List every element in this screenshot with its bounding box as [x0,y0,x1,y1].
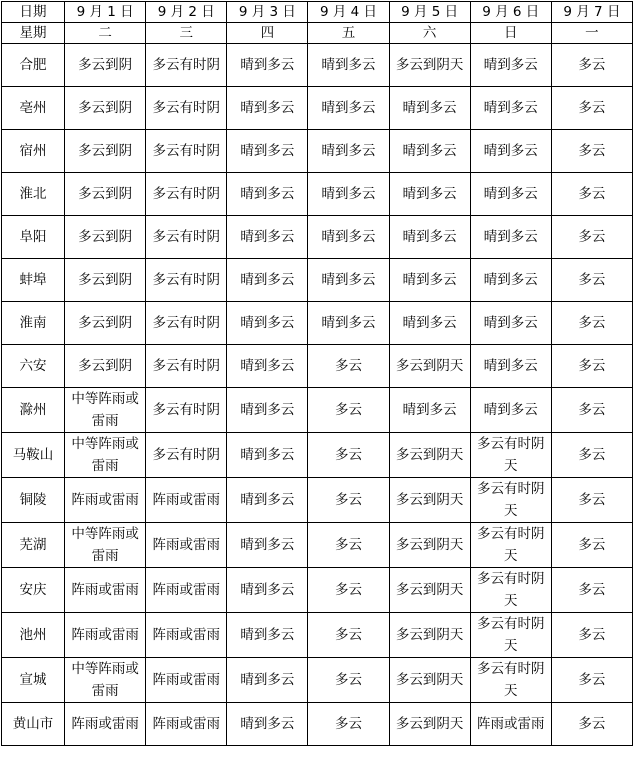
table-row [2,613,633,658]
forecast-cell: 多云 [308,433,389,478]
weekday-cell: 三 [146,23,227,44]
forecast-cell: 晴到多云 [227,658,308,703]
forecast-cell: 晴到多云 [227,613,308,658]
forecast-cell: 多云 [308,568,389,613]
weekday-cell: 日 [470,23,551,44]
forecast-cell: 晴到多云 [470,259,551,302]
forecast-cell: 晴到多云 [227,388,308,433]
date-cell: 9 月 1 日 [65,2,146,23]
city-name: 合肥 [2,44,65,87]
forecast-cell: 晴到多云 [227,478,308,523]
table-row [2,302,633,345]
forecast-cell: 晴到多云 [389,130,470,173]
forecast-cell: 多云 [551,478,632,523]
forecast-cell: 多云到阴 [65,130,146,173]
forecast-cell: 阵雨或雷雨 [65,478,146,523]
forecast-cell: 晴到多云 [227,87,308,130]
table-row [2,259,633,302]
forecast-cell: 晴到多云 [470,130,551,173]
forecast-cell: 多云到阴天 [389,613,470,658]
forecast-cell: 多云有时阴天 [470,523,551,568]
forecast-cell: 多云有时阴 [146,130,227,173]
weekday-cell: 六 [389,23,470,44]
weekday-cell: 五 [308,23,389,44]
forecast-cell: 阵雨或雷雨 [146,568,227,613]
forecast-cell: 晴到多云 [308,259,389,302]
forecast-cell: 多云 [308,478,389,523]
forecast-cell: 晴到多云 [227,703,308,746]
city-name: 铜陵 [2,478,65,523]
forecast-cell: 多云到阴天 [389,568,470,613]
city-name: 芜湖 [2,523,65,568]
forecast-cell: 多云 [551,173,632,216]
forecast-cell: 阵雨或雷雨 [65,703,146,746]
date-header-row [2,2,633,23]
table-row [2,173,633,216]
forecast-cell: 晴到多云 [227,216,308,259]
forecast-cell: 晴到多云 [308,87,389,130]
table-row [2,703,633,746]
forecast-cell: 多云 [551,703,632,746]
forecast-cell: 多云 [308,523,389,568]
forecast-cell: 晴到多云 [470,216,551,259]
forecast-cell: 多云 [551,44,632,87]
city-name: 蚌埠 [2,259,65,302]
forecast-cell: 多云 [551,658,632,703]
table-row [2,433,633,478]
forecast-cell: 晴到多云 [227,44,308,87]
forecast-cell: 多云到阴 [65,259,146,302]
date-cell: 9 月 3 日 [227,2,308,23]
forecast-cell: 多云 [551,87,632,130]
forecast-cell: 多云有时阴天 [470,568,551,613]
forecast-cell: 多云 [551,433,632,478]
forecast-cell: 多云 [551,216,632,259]
forecast-cell: 多云 [551,302,632,345]
city-name: 池州 [2,613,65,658]
forecast-cell: 多云 [551,613,632,658]
forecast-cell: 多云有时阴天 [470,613,551,658]
forecast-cell: 晴到多云 [227,259,308,302]
city-name: 宣城 [2,658,65,703]
forecast-cell: 多云有时阴 [146,259,227,302]
city-name: 黄山市 [2,703,65,746]
forecast-cell: 多云 [551,259,632,302]
forecast-cell: 多云到阴天 [389,478,470,523]
forecast-cell: 晴到多云 [308,173,389,216]
table-row [2,216,633,259]
date-cell: 9 月 2 日 [146,2,227,23]
forecast-cell: 多云有时阴天 [470,433,551,478]
forecast-cell: 多云 [551,345,632,388]
table-row [2,523,633,568]
date-cell: 9 月 6 日 [470,2,551,23]
city-name: 滁州 [2,388,65,433]
forecast-cell: 晴到多云 [470,388,551,433]
forecast-cell: 多云 [551,388,632,433]
weekday-cell: 四 [227,23,308,44]
forecast-cell: 多云到阴 [65,345,146,388]
forecast-cell: 多云 [551,568,632,613]
forecast-cell: 多云有时阴天 [470,478,551,523]
forecast-cell: 阵雨或雷雨 [146,658,227,703]
forecast-cell: 阵雨或雷雨 [65,568,146,613]
city-name: 阜阳 [2,216,65,259]
forecast-cell: 晴到多云 [227,433,308,478]
weekday-label: 星期 [2,23,65,44]
weather-forecast-table [1,1,633,746]
table-row [2,478,633,523]
forecast-cell: 多云有时阴 [146,302,227,345]
forecast-cell: 晴到多云 [227,345,308,388]
forecast-cell: 多云到阴 [65,87,146,130]
forecast-cell: 多云有时阴 [146,44,227,87]
forecast-cell: 多云 [308,345,389,388]
forecast-cell: 阵雨或雷雨 [146,523,227,568]
forecast-cell: 多云到阴天 [389,658,470,703]
forecast-cell: 晴到多云 [227,130,308,173]
city-name: 安庆 [2,568,65,613]
weekday-header-row [2,23,633,44]
forecast-cell: 晴到多云 [308,130,389,173]
forecast-cell: 晴到多云 [308,302,389,345]
city-name: 六安 [2,345,65,388]
forecast-cell: 晴到多云 [389,259,470,302]
forecast-cell: 中等阵雨或雷雨 [65,433,146,478]
forecast-cell: 多云有时阴 [146,216,227,259]
table-row [2,388,633,433]
forecast-cell: 阵雨或雷雨 [470,703,551,746]
forecast-cell: 多云到阴 [65,173,146,216]
weekday-cell: 二 [65,23,146,44]
weekday-cell: 一 [551,23,632,44]
table-row [2,130,633,173]
forecast-cell: 多云到阴天 [389,433,470,478]
forecast-cell: 晴到多云 [227,173,308,216]
date-cell: 9 月 5 日 [389,2,470,23]
city-name: 亳州 [2,87,65,130]
forecast-cell: 多云 [551,130,632,173]
forecast-cell: 晴到多云 [389,173,470,216]
forecast-cell: 多云 [308,613,389,658]
table-row [2,568,633,613]
forecast-cell: 晴到多云 [470,173,551,216]
forecast-cell: 中等阵雨或雷雨 [65,523,146,568]
table-row [2,87,633,130]
forecast-cell: 多云到阴 [65,216,146,259]
forecast-cell: 多云有时阴天 [470,658,551,703]
table-row [2,658,633,703]
city-name: 淮北 [2,173,65,216]
forecast-cell: 晴到多云 [227,568,308,613]
forecast-cell: 多云有时阴 [146,433,227,478]
forecast-cell: 多云到阴天 [389,703,470,746]
city-name: 马鞍山 [2,433,65,478]
forecast-cell: 多云到阴 [65,44,146,87]
date-cell: 9 月 7 日 [551,2,632,23]
forecast-cell: 多云到阴天 [389,44,470,87]
forecast-cell: 晴到多云 [389,216,470,259]
forecast-cell: 阵雨或雷雨 [146,478,227,523]
forecast-cell: 晴到多云 [470,345,551,388]
forecast-cell: 晴到多云 [470,87,551,130]
table-row [2,44,633,87]
forecast-cell: 多云 [308,703,389,746]
city-name: 宿州 [2,130,65,173]
forecast-cell: 多云有时阴 [146,87,227,130]
date-cell: 9 月 4 日 [308,2,389,23]
forecast-cell: 晴到多云 [308,216,389,259]
forecast-cell: 多云有时阴 [146,345,227,388]
forecast-cell: 阵雨或雷雨 [146,703,227,746]
forecast-cell: 中等阵雨或雷雨 [65,388,146,433]
forecast-cell: 中等阵雨或雷雨 [65,658,146,703]
forecast-cell: 晴到多云 [308,44,389,87]
forecast-cell: 多云 [551,523,632,568]
forecast-cell: 晴到多云 [470,302,551,345]
forecast-cell: 阵雨或雷雨 [146,613,227,658]
forecast-cell: 多云到阴天 [389,345,470,388]
forecast-cell: 晴到多云 [227,523,308,568]
forecast-cell: 晴到多云 [389,302,470,345]
forecast-cell: 多云 [308,658,389,703]
forecast-cell: 阵雨或雷雨 [65,613,146,658]
forecast-cell: 多云有时阴 [146,388,227,433]
city-name: 淮南 [2,302,65,345]
table-row [2,345,633,388]
forecast-cell: 多云有时阴 [146,173,227,216]
forecast-cell: 多云 [308,388,389,433]
date-label: 日期 [2,2,65,23]
forecast-cell: 晴到多云 [470,44,551,87]
forecast-cell: 多云到阴天 [389,523,470,568]
forecast-cell: 晴到多云 [227,302,308,345]
forecast-cell: 晴到多云 [389,388,470,433]
forecast-cell: 多云到阴 [65,302,146,345]
forecast-cell: 晴到多云 [389,87,470,130]
